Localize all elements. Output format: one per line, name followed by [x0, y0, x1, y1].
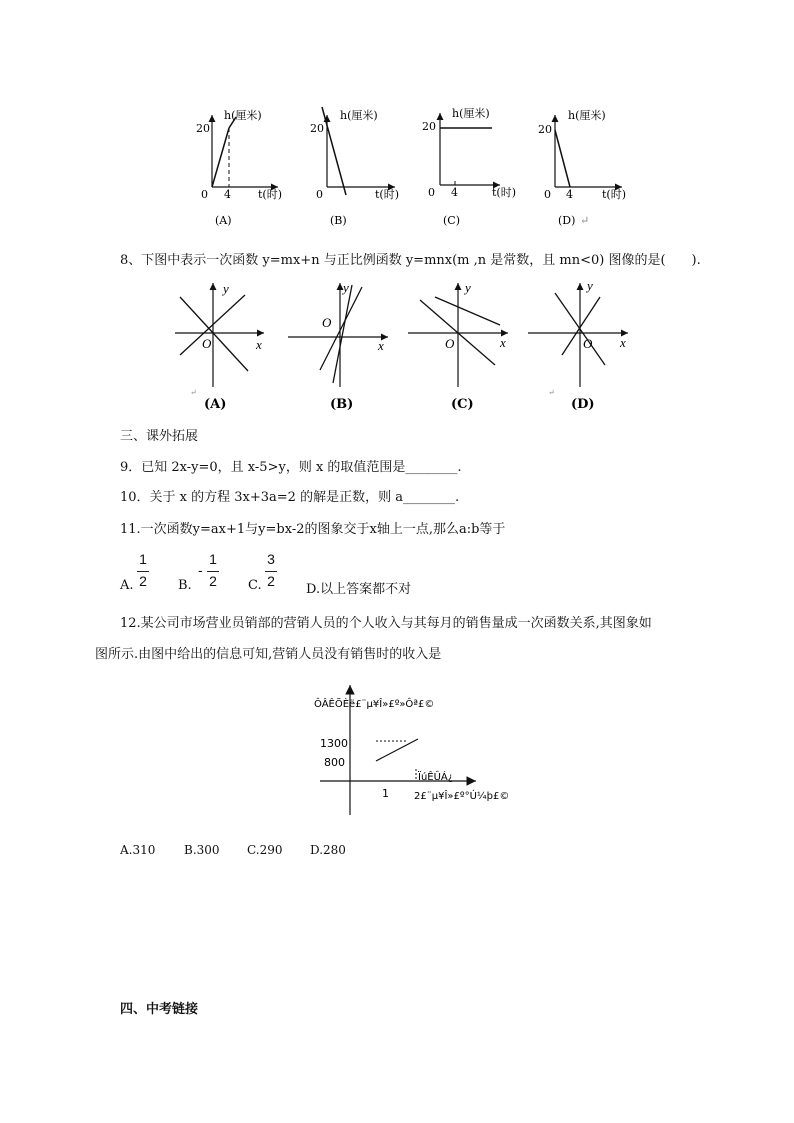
q8c-o: O	[445, 336, 455, 351]
q8-graphs	[0, 275, 794, 415]
graph-d-unit: h(厘米)	[568, 109, 606, 122]
graph-a	[196, 108, 282, 227]
q11-option-d: D.以上答案都不对	[306, 582, 412, 597]
q11-option-a-num: 1	[139, 551, 147, 567]
q8a-caption: (A)	[204, 397, 227, 412]
graph-b-unit: h(厘米)	[340, 109, 378, 122]
q8-graph-b	[288, 280, 388, 412]
graph-b-caption: (B)	[330, 214, 347, 227]
q11-option-c-den: 2	[267, 573, 275, 589]
q11-option-b-den: 2	[209, 573, 217, 589]
q12-x-tick: 1	[382, 787, 389, 800]
question-11: 11.一次函数y=ax+1与y=bx-2的图象交于x轴上一点,那么a:b等于	[120, 522, 506, 537]
graph-c-xlabel: t(时)	[492, 186, 517, 199]
q12-x-label-bottom: 2£¨µ¥Î»£º°Ú¼þ£©	[414, 791, 510, 802]
q8c-mark: ↵	[548, 388, 555, 397]
q11-option-a-den: 2	[139, 573, 147, 589]
question-12-line1: 12.某公司市场营业员销部的营销人员的个人收入与其每月的销售量成一次函数关系,其图象如	[120, 616, 652, 631]
graph-c	[422, 106, 516, 227]
question-10: 10．关于 x 的方程 3x+3a=2 的解是正数，则 a________.	[120, 490, 460, 505]
q8b-y: y	[343, 280, 349, 295]
graph-d-origin: 0	[544, 188, 551, 201]
q11-option-a-letter: A.	[120, 578, 134, 593]
graph-b	[310, 107, 399, 227]
graph-a-xlabel: t(时)	[258, 188, 283, 201]
q8c-x: x	[500, 335, 506, 350]
graph-d-mark: ↵	[580, 214, 590, 227]
q8b-x: x	[378, 338, 384, 353]
q8d-y: y	[587, 278, 593, 293]
q8d-x: x	[620, 335, 626, 350]
q12-graph	[0, 675, 794, 825]
q12-answer-a: A.310	[120, 843, 156, 857]
q12-x-label-top: ÏúÊÛÁ¿	[418, 772, 454, 783]
q11-option-b-sign: -	[198, 562, 203, 578]
q11-options	[0, 548, 794, 596]
q8a-o: O	[202, 336, 212, 351]
q8a-mark: ↵	[190, 388, 197, 397]
top-graphs	[0, 95, 794, 235]
q12-answers	[120, 843, 346, 857]
graph-d-caption: (D)	[558, 214, 576, 227]
graph-d-x4: 4	[566, 188, 573, 201]
q8d-o: O	[583, 336, 593, 351]
q12-y800: 800	[324, 756, 345, 769]
graph-b-y20: 20	[310, 122, 324, 135]
q11-option-b-letter: B.	[178, 578, 192, 593]
q8c-y: y	[465, 280, 471, 295]
q11-option-c-num: 3	[267, 551, 275, 567]
section-4-title: 四、中考链接	[120, 1002, 199, 1017]
q8-graph-a	[175, 281, 264, 412]
graph-a-caption: (A)	[215, 214, 232, 227]
graph-a-origin: 0	[201, 188, 208, 201]
graph-a-x4: 4	[224, 188, 231, 201]
q12-y-label: ÔÂÊÕÈë£¨µ¥Î»£º»Ôª£©	[314, 699, 435, 710]
q11-option-c-bar	[265, 571, 277, 572]
graph-d-y20: 20	[538, 123, 552, 136]
q12-answer-d: D.280	[310, 843, 346, 857]
q8b-o: O	[322, 315, 332, 330]
q11-option-b-num: 1	[209, 551, 217, 567]
q12-y1300: 1300	[320, 737, 348, 750]
q11-option-b-bar	[207, 571, 219, 572]
q8-graph-d	[528, 278, 628, 412]
q8b-caption: (B)	[330, 397, 354, 412]
q8a-x: x	[256, 337, 262, 352]
graph-c-unit: h(厘米)	[452, 107, 490, 120]
q8c-caption: (C)	[451, 397, 474, 412]
question-9: 9．已知 2x-y=0，且 x-5>y，则 x 的取值范围是________.	[120, 460, 462, 475]
q8d-caption: (D)	[571, 397, 595, 412]
graph-b-xlabel: t(时)	[375, 188, 400, 201]
question-12-line2: 图所示.由图中给出的信息可知,营销人员没有销售时的收入是	[95, 647, 442, 662]
graph-a-unit: h(厘米)	[224, 109, 262, 122]
graph-c-x4: 4	[451, 186, 458, 199]
graph-a-y20: 20	[196, 122, 210, 135]
q8a-y: y	[223, 281, 229, 296]
q11-option-c-letter: C.	[248, 578, 262, 593]
graph-c-caption: (C)	[443, 214, 460, 227]
section-3-title: 三、课外拓展	[120, 429, 199, 444]
q11-option-a-bar	[137, 571, 149, 572]
graph-c-y20: 20	[422, 120, 436, 133]
graph-b-origin: 0	[316, 188, 323, 201]
graph-d	[538, 108, 626, 227]
question-8: 8、下图中表示一次函数 y=mx+n 与正比例函数 y=mnx(m ,n 是常数，且 mn<0) 图像的是( ).	[120, 253, 701, 268]
q12-answer-b: B.300	[184, 843, 220, 857]
q8-graph-c	[408, 280, 555, 412]
graph-d-xlabel: t(时)	[602, 188, 627, 201]
q12-answer-c: C.290	[247, 843, 283, 857]
graph-c-origin: 0	[428, 186, 435, 199]
